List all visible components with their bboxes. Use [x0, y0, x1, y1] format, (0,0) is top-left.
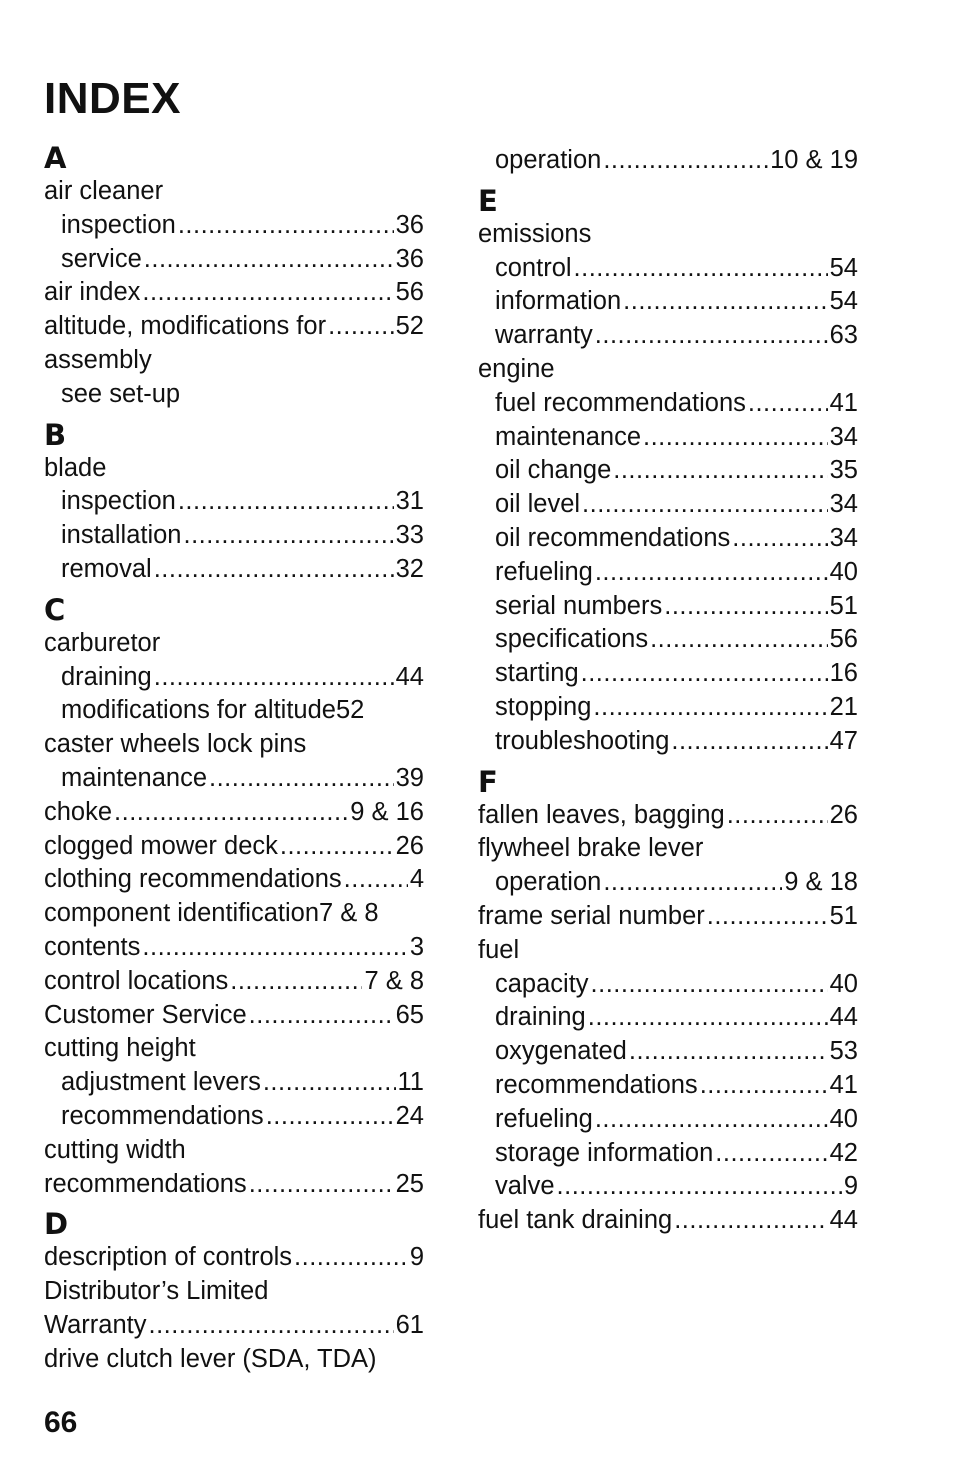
index-page-ref: 35 [829, 456, 858, 485]
index-entry [44, 1134, 424, 1168]
index-subentry [478, 144, 858, 178]
index-page-ref: 54 [829, 253, 858, 282]
index-subentry [44, 661, 424, 695]
dot-leader [142, 276, 393, 310]
index-term: modifications for altitude [61, 696, 336, 725]
index-page-ref: 25 [395, 1169, 424, 1198]
index-page-ref: 39 [395, 763, 424, 792]
index-term: information [495, 287, 622, 316]
index-term: draining [61, 662, 152, 691]
index-term: carburetor [44, 628, 161, 657]
index-term: contents [44, 932, 141, 961]
index-term: assembly [44, 345, 152, 374]
index-page-ref: 65 [395, 1000, 424, 1029]
dot-leader [582, 488, 828, 522]
dot-leader [674, 1204, 827, 1238]
index-term: fuel tank draining [478, 1206, 673, 1235]
index-page-ref: 31 [395, 487, 424, 516]
index-section-letter: C [44, 592, 66, 627]
index-term: troubleshooting [495, 726, 670, 755]
index-page-ref: 24 [395, 1101, 424, 1130]
index-term: refueling [495, 557, 593, 586]
index-subentry [44, 485, 424, 519]
index-subentry [478, 623, 858, 657]
index-page-ref: 21 [829, 692, 858, 721]
index-entry [44, 728, 424, 762]
index-entry [478, 832, 858, 866]
index-section-letter: A [44, 141, 67, 175]
index-page-ref: 9 [843, 1172, 858, 1201]
index-term: stopping [495, 692, 592, 721]
index-term: oxygenated [495, 1037, 627, 1066]
index-entry [44, 1309, 424, 1343]
index-page-ref: 61 [395, 1310, 424, 1339]
dot-leader [671, 725, 827, 759]
index-column-left [44, 135, 424, 1377]
dot-leader [650, 623, 828, 657]
dot-leader [249, 1168, 394, 1202]
index-term: fuel [478, 935, 520, 964]
index-entry [44, 897, 424, 931]
dot-leader [574, 252, 828, 286]
index-term: warranty [495, 321, 593, 350]
index-section-letter: E [478, 183, 498, 218]
dot-leader [144, 243, 394, 277]
index-subentry [478, 866, 858, 900]
index-page-ref: 34 [829, 523, 858, 552]
dot-leader [581, 657, 828, 691]
index-entry [478, 934, 858, 968]
index-subentry [478, 725, 858, 759]
index-entry [478, 799, 858, 833]
index-subentry [44, 553, 424, 587]
index-term: cutting height [44, 1034, 196, 1063]
index-page-ref: 44 [829, 1206, 858, 1235]
index-term: recommendations [44, 1169, 247, 1198]
index-page-ref: 51 [829, 901, 858, 930]
index-term: fuel recommendations [495, 388, 746, 417]
index-term: control [495, 253, 572, 282]
index-term: altitude, modifications for [44, 312, 327, 341]
index-subentry [478, 1069, 858, 1103]
index-page-ref: 40 [829, 557, 858, 586]
index-page-ref: 56 [395, 278, 424, 307]
index-subentry [44, 378, 424, 412]
dot-leader [595, 1103, 828, 1137]
index-entry [478, 353, 858, 387]
index-entry [44, 1343, 424, 1377]
index-term: capacity [495, 969, 589, 998]
index-subentry [478, 252, 858, 286]
dot-leader [184, 519, 394, 553]
dot-leader [588, 1001, 828, 1035]
index-term: see set-up [61, 379, 181, 408]
index-entry [44, 965, 424, 999]
index-page-ref: 36 [395, 210, 424, 239]
index-term: valve [495, 1172, 555, 1201]
index-page-ref: 34 [829, 422, 858, 451]
dot-leader [613, 454, 827, 488]
index-entry [44, 999, 424, 1033]
index-page-ref: 52 [335, 696, 365, 725]
index-page-ref: 9 & 16 [350, 797, 424, 826]
dot-leader [732, 522, 827, 556]
dot-leader [748, 387, 828, 421]
index-term: blade [44, 453, 107, 482]
dot-leader [114, 796, 348, 830]
index-page-ref: 40 [829, 1104, 858, 1133]
index-entry [44, 863, 424, 897]
index-page-ref: 42 [829, 1138, 858, 1167]
dot-leader [178, 209, 394, 243]
index-page-ref: 16 [829, 659, 858, 688]
dot-leader [707, 900, 828, 934]
index-term: control locations [44, 966, 229, 995]
index-entry [44, 276, 424, 310]
index-page-ref: 51 [829, 591, 858, 620]
index-page-ref: 47 [829, 726, 858, 755]
index-subentry [478, 488, 858, 522]
index-term: inspection [61, 210, 176, 239]
index-term: engine [478, 354, 555, 383]
index-entry [478, 1204, 858, 1238]
dot-leader [178, 485, 394, 519]
dot-leader [209, 762, 394, 796]
dot-leader [595, 319, 828, 353]
dot-leader [263, 1066, 396, 1100]
index-subentry [44, 209, 424, 243]
index-subentry [44, 1066, 424, 1100]
dot-leader [249, 999, 394, 1033]
index-entry [44, 1168, 424, 1202]
index-subentry [478, 1170, 858, 1204]
index-page-ref: 26 [395, 831, 424, 860]
index-term: Warranty [44, 1310, 147, 1339]
index-subentry [478, 1035, 858, 1069]
index-term: operation [495, 146, 602, 174]
index-term: cutting width [44, 1135, 186, 1164]
index-term: serial numbers [495, 591, 663, 620]
dot-leader [557, 1170, 842, 1204]
dot-leader [593, 691, 827, 725]
index-page-ref: 44 [395, 662, 424, 691]
dot-leader [328, 310, 394, 344]
index-term: component identification [44, 899, 320, 928]
index-entry [44, 931, 424, 965]
index-entry [44, 1241, 424, 1275]
index-page-ref: 9 [409, 1243, 424, 1272]
index-entry [44, 452, 424, 486]
index-term: operation [495, 868, 602, 897]
index-page-ref: 63 [829, 321, 858, 350]
index-term: oil change [495, 456, 612, 485]
index-term: recommendations [61, 1101, 264, 1130]
index-term: clogged mower deck [44, 831, 278, 860]
index-subentry [44, 694, 424, 728]
index-term: choke [44, 797, 113, 826]
index-entry [44, 796, 424, 830]
index-subentry [478, 454, 858, 488]
index-subentry [478, 590, 858, 624]
dot-leader [629, 1035, 828, 1069]
index-subentry [44, 762, 424, 796]
index-term: fallen leaves, bagging [478, 800, 725, 829]
index-term: refueling [495, 1104, 593, 1133]
index-term: installation [61, 521, 182, 550]
dot-leader [603, 866, 782, 900]
index-term: emissions [478, 219, 592, 248]
index-subentry [478, 522, 858, 556]
index-term: air cleaner [44, 177, 164, 205]
index-term: removal [61, 554, 152, 583]
index-subentry [478, 691, 858, 725]
index-page-ref: 44 [829, 1003, 858, 1032]
index-page-ref: 54 [829, 287, 858, 316]
index-column-right [478, 144, 858, 1238]
index-page-ref: 32 [395, 554, 424, 583]
index-term: oil level [495, 490, 581, 519]
index-subentry [478, 285, 858, 319]
index-entry [478, 218, 858, 252]
index-section-letter: D [44, 1207, 69, 1242]
index-page-ref: 4 [409, 865, 424, 894]
index-term: flywheel brake lever [478, 834, 704, 863]
index-subentry [478, 387, 858, 421]
index-page-ref: 34 [829, 490, 858, 519]
index-entry [44, 1032, 424, 1066]
index-entry [478, 900, 858, 934]
dot-leader [142, 931, 407, 965]
dot-leader [266, 1100, 394, 1134]
index-subentry [478, 421, 858, 455]
index-subentry [478, 319, 858, 353]
index-page-ref: 3 [409, 932, 424, 961]
index-entry [44, 344, 424, 378]
index-subentry [478, 657, 858, 691]
dot-leader [230, 965, 362, 999]
index-entry [44, 627, 424, 661]
index-term: air index [44, 278, 141, 307]
index-page-ref: 53 [829, 1037, 858, 1066]
dot-leader [664, 590, 827, 624]
index-subentry [478, 1103, 858, 1137]
dot-leader [591, 968, 828, 1002]
index-term: maintenance [61, 763, 208, 792]
index-section-letter: F [478, 764, 498, 799]
index-entry [44, 175, 424, 209]
index-term: frame serial number [478, 901, 705, 930]
index-page-ref: 33 [395, 521, 424, 550]
index-page-ref: 56 [829, 625, 858, 654]
index-page-ref: 26 [829, 800, 858, 829]
index-entry [44, 310, 424, 344]
index-term: oil recommendations [495, 523, 731, 552]
index-term: caster wheels lock pins [44, 730, 307, 759]
dot-leader [595, 556, 828, 590]
index-page-ref: 36 [395, 244, 424, 273]
dot-leader [603, 144, 768, 178]
index-page-ref: 11 [397, 1068, 424, 1097]
dot-leader [715, 1137, 827, 1171]
dot-leader [294, 1241, 408, 1275]
index-subentry [44, 519, 424, 553]
index-term: drive clutch lever (SDA, TDA) [44, 1344, 377, 1373]
dot-leader [727, 799, 828, 833]
index-subentry [478, 1001, 858, 1035]
index-term: service [61, 244, 142, 273]
index-page-ref: 41 [829, 1070, 858, 1099]
index-page-ref: 7 & 8 [319, 899, 379, 928]
index-subentry [478, 1137, 858, 1171]
index-term: description of controls [44, 1243, 293, 1272]
index-page-ref: 10 & 19 [770, 146, 858, 174]
index-subentry [478, 556, 858, 590]
index-subentry [44, 243, 424, 277]
index-entry [44, 830, 424, 864]
index-page-ref: 52 [395, 312, 424, 341]
index-term: draining [495, 1003, 586, 1032]
index-term: starting [495, 659, 579, 688]
index-term: storage information [495, 1138, 714, 1167]
index-page-ref: 9 & 18 [784, 868, 858, 897]
index-term: specifications [495, 625, 649, 654]
dot-leader [154, 661, 394, 695]
dot-leader [623, 285, 827, 319]
dot-leader [154, 553, 394, 587]
index-page-ref: 40 [829, 969, 858, 998]
page-title: INDEX [44, 74, 181, 123]
dot-leader [344, 863, 408, 897]
index-term: Distributor’s Limited [44, 1277, 269, 1306]
index-page-ref: 41 [829, 388, 858, 417]
index-term: adjustment levers [61, 1068, 261, 1097]
index-term: recommendations [495, 1070, 698, 1099]
dot-leader [280, 830, 394, 864]
dot-leader [700, 1069, 828, 1103]
index-page-ref: 7 & 8 [364, 966, 424, 995]
index-term: clothing recommendations [44, 865, 342, 894]
index-term: inspection [61, 487, 176, 516]
dot-leader [643, 421, 828, 455]
page-number: 66 [44, 1406, 78, 1439]
dot-leader [149, 1309, 394, 1343]
index-subentry [44, 1100, 424, 1134]
index-subentry [478, 968, 858, 1002]
index-section-letter: B [44, 417, 67, 452]
index-entry [44, 1275, 424, 1309]
index-term: Customer Service [44, 1000, 247, 1029]
index-term: maintenance [495, 422, 642, 451]
